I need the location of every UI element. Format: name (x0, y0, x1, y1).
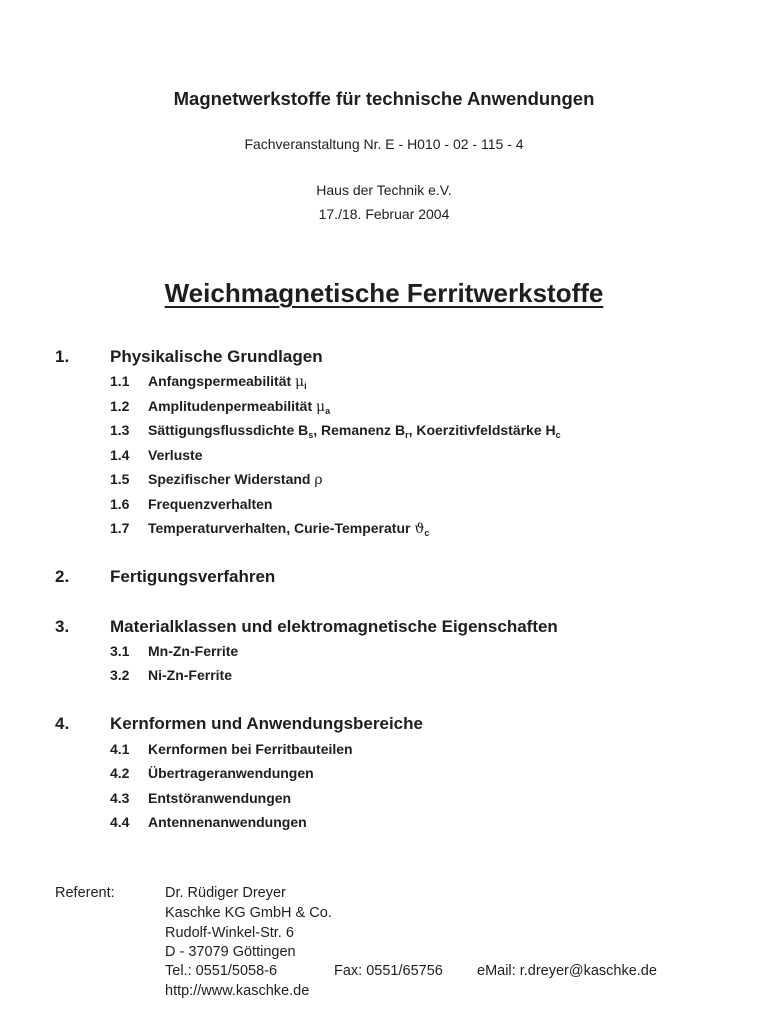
subsection-title: Ni-Zn-Ferrite (148, 667, 232, 683)
subsection-title: Verluste (148, 447, 203, 463)
subsection-title: Entstöranwendungen (148, 790, 292, 806)
referent-street: Rudolf-Winkel-Str. 6 (165, 925, 294, 941)
subsection-number: 4.3 (110, 790, 130, 806)
section-number: 3. (55, 617, 70, 636)
mu-symbol: μ (316, 399, 326, 415)
referent-city: D - 37079 Göttingen (165, 944, 296, 960)
subsection-title: Kernformen bei Ferritbauteilen (148, 741, 353, 757)
section-title: Materialklassen und elektromagnetische Eigenschaften (110, 617, 558, 636)
subsection-number: 3.1 (110, 643, 130, 659)
section-title: Fertigungsverfahren (110, 567, 276, 586)
subsection-title: Temperaturverhalten, Curie-Temperatur $ϑ_c$ (148, 520, 430, 538)
subsection-number: 1.6 (110, 496, 130, 512)
subsection-title: Frequenzverhalten (148, 496, 273, 512)
referent-company: Kaschke KG GmbH & Co. (165, 905, 332, 921)
section-number: 4. (55, 714, 70, 733)
mu-symbol: μ (295, 374, 305, 390)
rho-symbol: ρ (314, 472, 323, 488)
subsection-title: Sättigungsflussdichte $B_s$, Remanenz $B_r$, Koerzitivfeldstärke $H_c$ (148, 422, 561, 440)
venue: Haus der Technik e.V. (316, 182, 452, 198)
subsection-title: Amplitudenpermeabilität $\mu_a$ (148, 398, 331, 416)
referent-website-link[interactable]: http://www.kaschke.de (165, 983, 310, 999)
subsection-number: 4.4 (110, 814, 130, 830)
subsection-title: Antennenanwendungen (148, 814, 307, 830)
subsection-number: 1.2 (110, 398, 130, 414)
section-number: 2. (55, 567, 70, 586)
section-title: Physikalische Grundlagen (110, 347, 323, 366)
subsection-number: 3.2 (110, 667, 130, 683)
subsection-number: 4.2 (110, 765, 130, 781)
referent-label: Referent: (55, 885, 115, 901)
subsection-number: 4.1 (110, 741, 130, 757)
subsection-number: 1.1 (110, 373, 130, 389)
main-title: Weichmagnetische Ferritwerkstoffe (164, 278, 604, 308)
subsection-number: 1.4 (110, 447, 130, 463)
section-number: 1. (55, 347, 70, 366)
subsection-title: Mn-Zn-Ferrite (148, 643, 239, 659)
subsection-title: Anfangspermeabilität $\mu_i$ (148, 373, 307, 391)
document-heading: Magnetwerkstoffe für technische Anwendungen (173, 88, 595, 109)
subsection-number: 1.5 (110, 471, 130, 487)
subsection-title: Übertrageranwendungen (148, 765, 314, 781)
theta-symbol: ϑ (414, 521, 425, 537)
subsection-number: 1.7 (110, 520, 130, 536)
referent-fax: Fax: 0551/65756 (334, 963, 443, 979)
referent-tel: Tel.: 0551/5058-6 (165, 963, 278, 979)
event-date: 17./18. Februar 2004 (318, 206, 450, 222)
referent-name: Dr. Rüdiger Dreyer (165, 885, 286, 901)
subsection-title: Spezifischer Widerstand ρ (148, 471, 323, 488)
referent-email[interactable]: eMail: r.dreyer@kaschke.de (477, 963, 657, 979)
subsection-number: 1.3 (110, 422, 130, 438)
section-title: Kernformen und Anwendungsbereiche (110, 714, 423, 733)
event-number: Fachveranstaltung Nr. E - H010 - 02 - 115 - 4 (244, 136, 524, 152)
